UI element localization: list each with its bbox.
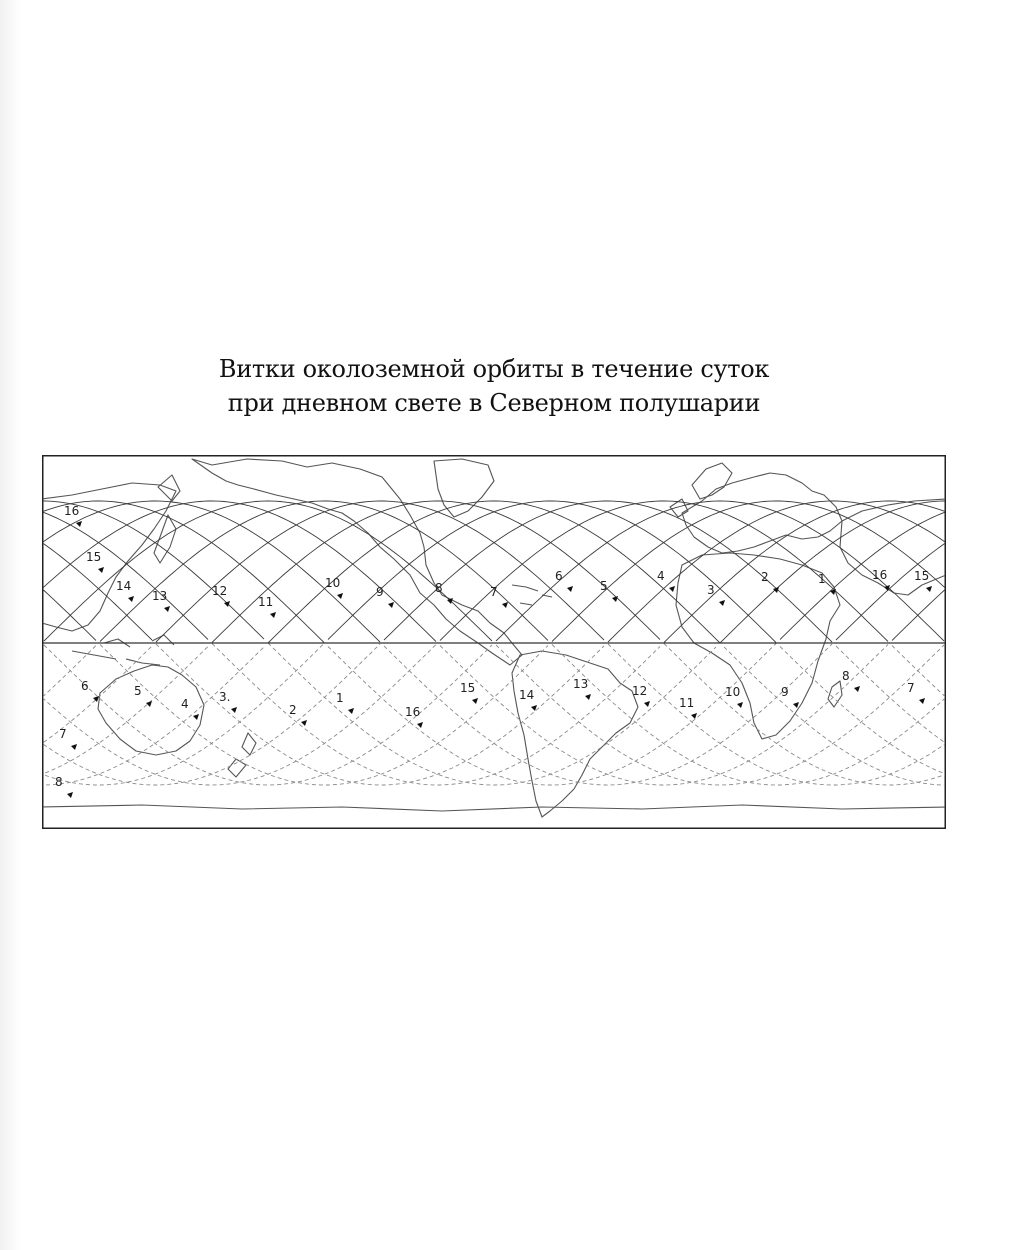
orbit-number-label: 2 xyxy=(761,570,769,584)
orbit-number-label: 7 xyxy=(59,727,67,741)
orbit-number-label: 5 xyxy=(134,684,142,698)
orbit-number-label: 8 xyxy=(55,775,63,789)
orbit-number-label: 6 xyxy=(81,679,89,693)
orbit-number-label: 4 xyxy=(657,569,665,583)
orbit-number-label: 10 xyxy=(725,685,741,699)
orbit-number-label: 14 xyxy=(116,579,132,593)
title-line-1: Витки околоземной орбиты в течение суток xyxy=(218,355,770,383)
orbit-number-label: 12 xyxy=(212,584,228,598)
orbit-number-label: 7 xyxy=(490,585,498,599)
orbit-number-label: 16 xyxy=(64,504,80,518)
orbit-number-label: 15 xyxy=(914,569,930,583)
orbit-ground-track-map xyxy=(42,455,946,829)
orbit-number-label: 3 xyxy=(707,583,715,597)
orbit-number-label: 11 xyxy=(679,696,695,710)
orbit-number-label: 14 xyxy=(519,688,535,702)
orbit-number-label: 6 xyxy=(555,569,563,583)
orbit-number-label: 12 xyxy=(632,684,648,698)
orbit-number-label: 3. xyxy=(219,690,231,704)
orbit-number-label: 5 xyxy=(600,579,608,593)
orbit-number-label: 4 xyxy=(181,697,189,711)
title-line-2: при дневном свете в Северном полушарии xyxy=(227,389,761,417)
orbit-number-label: 16 xyxy=(405,705,421,719)
orbit-number-label: 2 xyxy=(289,703,297,717)
orbit-number-label: 15 xyxy=(460,681,476,695)
orbit-number-label: 9 xyxy=(376,585,384,599)
orbit-number-label: 7 xyxy=(907,681,915,695)
orbit-number-label: 11 xyxy=(258,595,274,609)
orbit-number-label: 10 xyxy=(325,576,341,590)
orbit-number-label: 15 xyxy=(86,550,102,564)
orbit-number-label: 16 xyxy=(872,568,888,582)
orbit-number-label: 1 xyxy=(818,572,826,586)
orbit-number-label: 13 xyxy=(573,677,589,691)
orbit-number-label: 13 xyxy=(152,589,168,603)
orbit-number-label: 8 xyxy=(435,581,443,595)
orbit-number-label: 1 xyxy=(336,691,344,705)
orbit-number-label: 9 xyxy=(781,685,789,699)
page-title xyxy=(0,352,988,420)
orbit-number-label: 8 xyxy=(842,669,850,683)
page-edge-shadow xyxy=(0,0,22,1250)
